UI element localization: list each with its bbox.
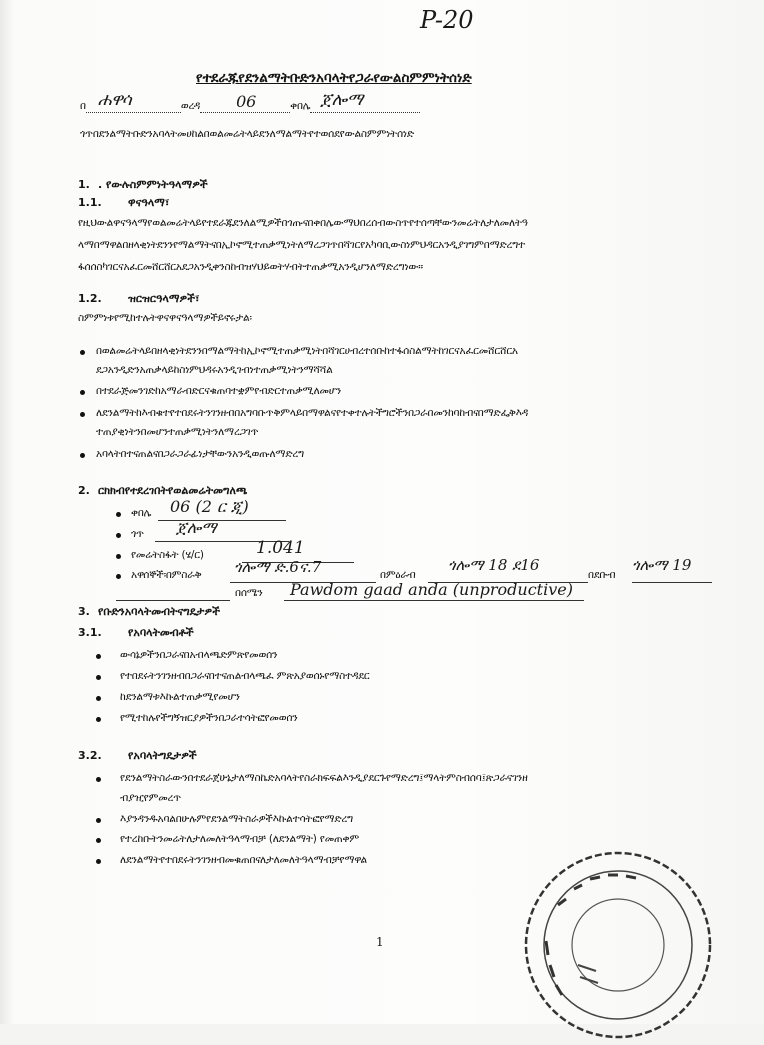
section-1-2-number: 1.2. (78, 292, 102, 305)
section-3-2-number: 3.2. (78, 749, 102, 762)
field-area-label: የመሬትስፋት (ሄ/ር) (131, 549, 204, 561)
field-got-label: ጎጥ (131, 528, 144, 540)
section-3-1-title: የአባላትመብቶች (128, 626, 194, 639)
section-1-1-line: ፋሰሰስካገርናአፈርመሸርሸርአደጋአንዲቀንስከብዝሃህይወትሃብትተጠቃሚአንዲሆንለማድረግነው። (78, 261, 424, 273)
right-item: የተበደሩትንገንዘብበጋራናበተናጠልብላጫፈ ምጽአያወሰኑየማስተዳደር (120, 670, 370, 682)
bullet (96, 777, 101, 782)
border-label: አዋሰኞች፡በምስራቅ (131, 569, 202, 581)
field-kebele-label: ቀበሌ (131, 507, 152, 519)
section-3-1-number: 3.1. (78, 626, 102, 639)
field-got-value: ጀሎማ (176, 518, 217, 537)
kebele-label: ቀበሌ (290, 100, 311, 112)
right-item: ከደንልማቱእኩልተጠቃሚየመሆን (120, 691, 240, 703)
woreda-label: ወረዳ (180, 100, 201, 112)
section-1-1-title: ዋናዓላማ፣ (128, 196, 170, 209)
bullet (96, 717, 101, 722)
objective-item: በተደራጅመንገድከአማራብድርናቁጠባተቋምየብድርተጠቃሚለመሆን (96, 385, 342, 397)
duty-item: እያንዳንዱአባልበሁሉምየደንልማትስራዎችእኩልተሳትፎየማድረግ (120, 813, 353, 825)
duty-item: የተረከቡትንመሬትለታለመለትዓላማብቻ (ለደንልማት) የመጠቀም (120, 833, 359, 845)
bullet (116, 554, 121, 559)
page-number: 1 (376, 935, 384, 949)
field-kebele-value: 06 (2 ር ጂ) (170, 497, 249, 516)
bullet (96, 838, 101, 843)
objective-item: በወልመሬትላይበዘላቂነትደንንበማልማትከኢኮኖሚተጠቃሚነትበሻገርሀብረተሰቡከተፋሰስልማትከገርናአፈርመሸርሸርአ (96, 345, 518, 357)
section-1-title: . የውሉስምምነትዓላማዎች (98, 178, 208, 191)
section-3-2-title: የአባላትግዴታዎች (128, 749, 197, 762)
official-stamp (518, 845, 718, 1045)
section-1-1-number: 1.1. (78, 196, 102, 209)
field-area-value: 1.041 (256, 538, 305, 558)
bullet (96, 654, 101, 659)
section-2-title: ርክክብየተደረገበትየወልመሬትመግለጫ (98, 484, 248, 497)
bullet (96, 696, 101, 701)
section-3-title: የቡድንአባላትመብትናግዴታዎች (98, 605, 220, 618)
duty-item: ብያዢየምመረጥ (120, 792, 181, 804)
border-west-value: ጎሎማ 18 ደ16 (448, 556, 540, 574)
duty-item: የደንልማትስራውንበተደራጀሁኔታለማስኬድአባላትየስራክፍፍልእንዲያደርጉየማድረግ፤ማላትምስብሰባ፤ጽጋራናገንዘ (120, 772, 528, 784)
kebele-value: ጀሎማ (320, 90, 364, 110)
place-prefix: በ (80, 100, 86, 112)
section-2-number: 2. (78, 484, 90, 497)
bullet (96, 818, 101, 823)
section-1-2-title: ዝርዝርዓላማዎች፣ (128, 292, 200, 305)
section-1-2-intro: ስምምነቱየሚከተሉትዋናዋናዓላማዎችይኖሩታል፡ (78, 312, 252, 324)
duty-item: ለደንልማትየተበደሩትንገንዘብመቁጠበናለታለመለትዓላማብቻየማዋል (120, 854, 368, 866)
bullet (80, 412, 85, 417)
objective-item: ተጠያቂነትንበመሆንተጠቃሚነትንለማረጋገጥ (96, 426, 259, 438)
border-west-label: በምዕራብ (380, 569, 416, 581)
section-1-number: 1. (78, 178, 90, 191)
woreda-value: 06 (236, 92, 257, 111)
document-title: የተደራጁየደንልማትቡድንአባላትየጋራየውልስምምነትሰነድ (196, 70, 472, 86)
bullet (96, 675, 101, 680)
border-north-label: በደቡብ (588, 569, 616, 581)
bullet (80, 350, 85, 355)
section-1-1-line: ላማበማዋልበዘላቂነትደንንየማልማትናበኢኮኖሚተጠቃሚነትለማረጋገጥበሻገርየአካባቢውስነምህዳርአንዲያገግምበማድረግተ (78, 239, 526, 251)
section-3-number: 3. (78, 605, 90, 618)
right-item: ውሳኔዎችንበጋራናበአብላጫድምጽየመወሰን (120, 649, 278, 661)
header-intro: ጎጥበደንልማትቡድንአባላትመሀከልበወልመሬትላይደንለማልማትየተወሰደየውልስምምነትሰነድ (80, 128, 414, 140)
right-item: የሚተከሉየችግኝዝርያዎችንበጋራተሳትፎየመወሰን (120, 712, 298, 724)
objective-item: አባላትበተናጠልናበጋራጋራፊነታቸውንአንዲወጡለማድረግ (96, 448, 304, 460)
place-value: ሐዋሳ (97, 90, 132, 110)
border-east-value: ጎሎማ ድ.6ና.7 (234, 558, 322, 576)
border-north-value: ጎሎማ 19 (632, 556, 692, 574)
objective-item: ለደንልማትከእብቁተየተበደሩትንገንዘብበአግባቡጥቅምላይበማዋልናየተቀተሉትችግሮችንበጋራበመንከባከብናበማድፌቅእዳ (96, 407, 529, 419)
border-south-value: Pawdom gaad anda (unproductive) (290, 580, 573, 599)
bullet (116, 574, 121, 579)
bullet (116, 512, 121, 517)
header-line (80, 90, 420, 113)
objective-item: ደጋአንዲድንአጠቃላይከስነምህዳሩአንዲገብነተጠቃሚነትንማሻሻል (96, 364, 333, 376)
bullet (80, 390, 85, 395)
border-south-label: በሰሜን (235, 587, 263, 599)
bullet (80, 453, 85, 458)
section-1-1-line: የዚህውልዋናዓላማየወልመሬትላይየተደራጁደንለልሚዎችበጎጡናበቀበሌውማህበረሰብውስጥየተሰጣቸውንመሬትለታለመለትዓ (78, 217, 528, 229)
bullet (96, 859, 101, 864)
page-mark: P-20 (420, 6, 474, 34)
bullet (116, 533, 121, 538)
